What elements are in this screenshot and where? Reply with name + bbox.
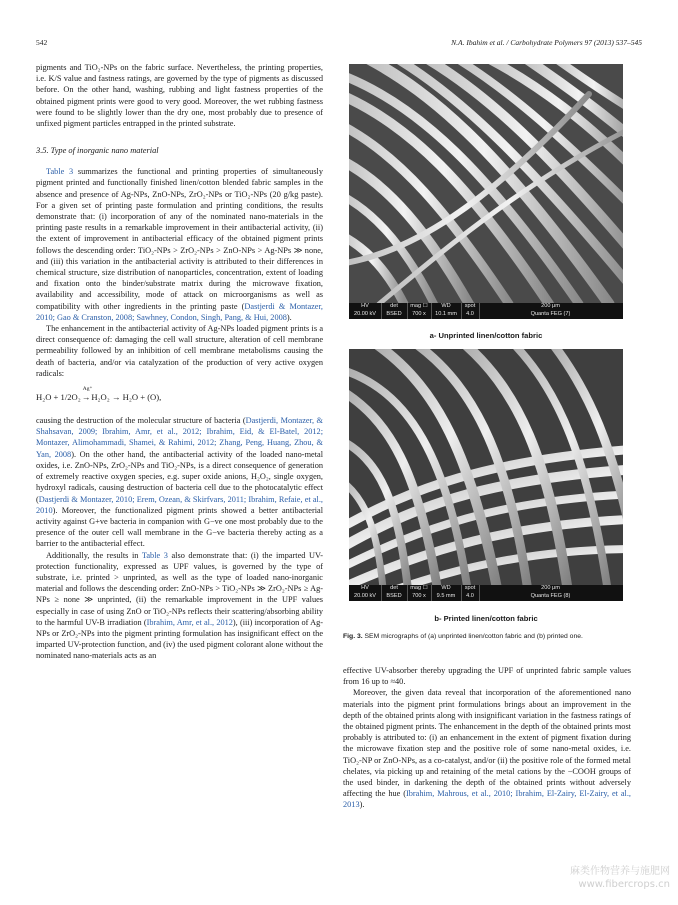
paragraph: Additionally, the results in Table 3 also demonstrate that: (i) the imparted UV-protection functionality, expressed as UPF values, is governed by the type of substrate, i.e. printed > unprinted, as well as the type of loaded nano-inorganic material and follows the descending order: ZnO-NPs > TiO₂-NPs ≫ ZrO₂-NPs ≥ Ag-NPs ≥ none ≫ unprinted, (ii) the remarkable improvement in the UPF values especially in case of using ZnO or TiO₂-NPs reflects their scattering/absorbing ability to the harmful UV-B irradiation (Ibrahim, Amr, et al., 2012), (iii) incorporation of Ag-NPs or ZrO₂-NPs into the pigment printing formulation has insignificant effect on the imparted UV-protection function, and (iv) the used pigment colorant alone without the nominated nano-materials acts as an: [36, 550, 323, 661]
sem-info-bar: HV 20.00 kV det BSED mag ☐ 700 x WD 9.5 mm spot 4.0 200 μm Quanta FEG (8): [349, 585, 623, 601]
sem-micrograph-b: [349, 349, 623, 601]
figure-b-caption: b- Printed linen/cotton fabric: [434, 614, 538, 623]
sem-micrograph-a: [349, 64, 623, 319]
left-column: [36, 62, 323, 662]
citation-link[interactable]: Dastjerdi & Montazer, 2010; Gao & Cranston, 2008; Sawhney, Condon, Singh, Pang, & Hui, 2008: [36, 301, 323, 322]
paragraph: The enhancement in the antibacterial activity of Ag-NPs loaded pigment prints is a direct consequence of: damaging the cell wall structure, alteration of cell membrane permeability followed by an inhibition of cell membrane metabolisms causing the death of bacteria, and/or via catalyzation of the production of very active oxygen radicals:: [36, 324, 323, 378]
journal-citation: N.A. Ibahim et al. / Carbohydrate Polymers 97 (2013) 537–545: [451, 38, 642, 47]
page-number: 542: [36, 38, 48, 47]
table-link[interactable]: Table 3: [46, 167, 74, 177]
paragraph: Table 3 summarizes the functional and printing properties of simultaneously pigment printed and functionally finished linen/cotton blended fabric samples in the absence and presence of Ag-NPs, ZnO-NPs, ZrO₂-NPs or TiO₂-NPs (20 g/kg paste). For a given set of printing paste formulation and printing conditions, the results demonstrate that: (i) incorporation of any of the nominated nano-materials in the printing paste results in a remarkable improvement in their antibacterial activity, (ii) the extent of improvement in antibacterial efficacy of the obtained pigment prints follows the descending order: TiO₂-NPs > ZrO₂-NPs > ZnO-NPs > Ag-NPs ≫ none, and (iii) this variation in the antibacterial activity is attributed to their differences in chemical structure, size distribution of nanoparticles, concentration, extent of loading and fixation onto the binder/substrate matrix during the microwave fixation, availability and accessibility, mode of attack on microorganisms as well as compatibility with other ingredients in the printing paste (Dastjerdi & Montazer, 2010; Gao & Cranston, 2008; Sawhney, Condon, Singh, Pang, & Hui, 2008).: [36, 167, 323, 322]
chemical-equation: H₂O + 1/2O₂ Ag⁺ →H₂O₂ → H₂O + (O),: [36, 386, 162, 403]
section-heading: 3.5. Type of inorganic nano material: [36, 146, 159, 156]
fiber-texture-b: [349, 349, 623, 585]
sem-info-bar: HV 20.00 kV det BSED mag ☐ 700 x WD 10.1 mm spot 4.0 200 μm Quanta FEG (7): [349, 303, 623, 319]
site-watermark: 麻类作物营养与施肥网 www.fibercrops.cn: [570, 866, 670, 890]
arrow-with-catalyst: Ag⁺ →: [81, 386, 93, 403]
citation-link[interactable]: Dastjerdi, Montazer, & Shahsavan, 2009; Ibrahim, Amr, et al., 2012; Ibrahim, Eid, & El-Batel, 2012; Montazer, Alimohammadi, Shamei, & Rahimi, 2012; Zhang, Peng, Huang, Zhou, & Yan, 2008: [36, 416, 324, 459]
right-column: [343, 665, 631, 811]
paragraph: causing the destruction of the molecular structure of bacteria (Dastjerdi, Montazer, & Shahsavan, 2009; Ibrahim, Amr, et al., 2012; Ibrahim, Eid, & El-Batel, 2012; Montazer, Alimohammadi, Shamei, & Rahimi, 2012; Zhang, Peng, Huang, Zhou, & Yan, 2008). On the other hand, the antibacterial activity of the loaded nano-metal oxides, i.e. ZnO-NPs, ZrO₂-NPs and TiO₂-NPs, is a direct consequence of generation of extremely reactive oxygen species, e.g. super oxide anions, H₂O₂, single oxygen, hydroxyl radicals, causing destruction of bacteria cell due to the photocatalytic effect (Dastjerdi & Montazer, 2010; Erem, Ozean, & Skirfvars, 2011; Ibrahim, Refaie, et al., 2010). Moreover, the functionalized pigment prints showed a better antibacterial activity against G+ve bacteria in companion with G−ve one most probably due to the presence of the outer cell wall membrane in the G−ve bacteria thereby acting as a barrier to the antibacterial effect.: [36, 416, 324, 549]
running-header: [36, 38, 642, 52]
citation-link[interactable]: Ibrahim, Amr, et al., 2012: [146, 617, 233, 627]
scale-bar: 200 μm: [541, 585, 560, 591]
paragraph: Moreover, the given data reveal that incorporation of the aforementioned nano materials into the pigment print formulations brings about an improvement in the depth of the obtained prints along with insignificant variation in the fastness ratings of the obtained pigment prints. The enhancement in the depth of the obtained prints most probably is attributed to: (i) an enhancement in the extent of pigment fixation during the microwave fixation step and the positive role of some nano-metal oxides, i.e. TiO₂-NP or ZnO-NPs, as a co-catalyst, and/or (ii) the positive role of the formed metal chelates, via picking up and retaining of the metal cations by the −COOH groups of the used binder, in darkening the depth of the obtained prints without adversely affecting the hue (Ibrahim, Mahrous, et al., 2010; Ibrahim, El-Zairy, El-Zairy, et al., 2013).: [343, 688, 632, 810]
citation-link[interactable]: Dastjerdi & Montazer, 2010; Erem, Ozean, & Skirfvars, 2011; Ibrahim, Refaie, et al., 2010: [36, 494, 323, 515]
fiber-texture-a: [349, 64, 623, 303]
citation-link[interactable]: Ibrahim, Mahrous, et al., 2010; Ibrahim, El-Zairy, El-Zairy, et al., 2013: [343, 789, 632, 810]
paragraph: effective UV-absorber thereby upgrading the UPF of unprinted fabric sample values from 16 up to ≈40.: [343, 666, 631, 687]
figure-caption: Fig. 3. SEM micrographs of (a) unprinted linen/cotton fabric and (b) printed one.: [343, 633, 583, 640]
figure-a-caption: a- Unprinted linen/cotton fabric: [429, 331, 543, 340]
paragraph: pigments and TiO₂-NPs on the fabric surface. Nevertheless, the printing properties, i.e. K/S value and fastness ratings, are governed by the type of pigments as discussed before. On the other hand, washing, rubbing and light fastness properties of the obtained pigment prints were good to very good. Moreover, the wet rubbing fastness were found to be slightly lower than the dry one, most probably due to presence of unfixed pigment particles entrapped in the printed substrate.: [36, 63, 323, 129]
scale-bar: 200 μm: [541, 303, 560, 309]
table-link[interactable]: Table 3: [141, 550, 168, 560]
